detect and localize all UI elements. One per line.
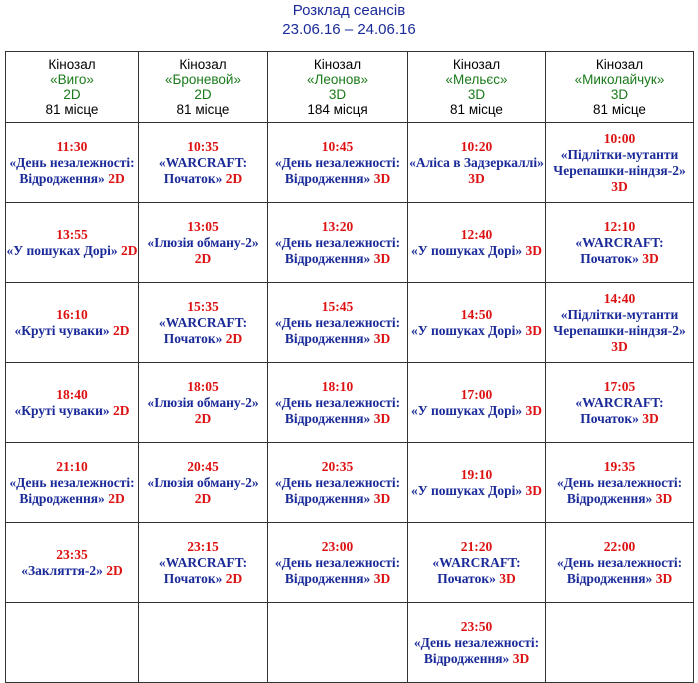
session-time: 23:35 — [56, 546, 88, 562]
session-format: 3D — [525, 482, 543, 498]
session-cell — [408, 203, 546, 283]
session-format: 3D — [525, 402, 543, 418]
session-time: 14:50 — [460, 306, 493, 322]
movie-title: «Круті чуваки» — [14, 402, 110, 418]
session-cell — [546, 203, 694, 283]
session-format: 2D — [106, 562, 123, 578]
hall-name: «Миколайчук» — [574, 72, 665, 87]
movie-title: «День незалежності: Відродження» — [274, 554, 401, 586]
movie-title: «День незалежності: Відродження» — [556, 474, 683, 506]
hall-name: «Мельєс» — [445, 72, 508, 87]
session-format: 2D — [194, 410, 212, 426]
hall-header — [546, 52, 694, 123]
hall-header — [6, 52, 139, 123]
session-cell — [546, 523, 694, 603]
session-format: 3D — [525, 242, 543, 258]
movie-title: «Підлітки-мутанти Черепашки-ніндзя-2» — [553, 146, 686, 178]
hall-seats: 81 місце — [450, 102, 503, 117]
movie-title: «День незалежності: Відродження» — [556, 554, 683, 586]
session-format: 2D — [108, 490, 125, 506]
session-cell — [139, 363, 268, 443]
empty-cell — [6, 603, 139, 683]
session-time: 10:35 — [187, 138, 219, 154]
session-format: 3D — [373, 490, 391, 506]
hall-format: 2D — [194, 87, 212, 102]
hall-format: 3D — [328, 87, 347, 102]
hall-name: «Виго» — [50, 72, 94, 87]
session-time: 18:10 — [321, 378, 354, 394]
movie-title: «День незалежності: Відродження» — [274, 234, 401, 266]
session-time: 14:40 — [603, 290, 636, 306]
session-cell — [408, 123, 546, 203]
session-time: 21:20 — [460, 538, 493, 554]
movie-title: «День незалежності: Відродження» — [274, 474, 401, 506]
session-cell — [268, 523, 408, 603]
session-cell — [6, 203, 139, 283]
movie-title: «WARCRAFT: Початок» — [575, 394, 664, 426]
session-cell — [139, 123, 268, 203]
empty-cell — [268, 603, 408, 683]
hall-label: Кінозал — [452, 57, 501, 72]
session-time: 13:20 — [321, 218, 354, 234]
session-cell — [268, 443, 408, 523]
session-format: 3D — [655, 490, 673, 506]
hall-header-row — [6, 52, 694, 123]
session-cell — [139, 283, 268, 363]
session-format: 3D — [373, 330, 391, 346]
session-format: 2D — [121, 242, 138, 258]
session-format: 2D — [112, 322, 130, 338]
session-time: 10:45 — [321, 138, 354, 154]
movie-title: «Ілюзія обману-2» — [147, 234, 259, 250]
movie-title: «День незалежності: Відродження» — [9, 154, 135, 186]
session-format: 2D — [194, 250, 212, 266]
session-time: 17:05 — [603, 378, 636, 394]
session-format: 3D — [499, 570, 516, 586]
session-time: 16:10 — [56, 306, 88, 322]
movie-title: «День незалежності: Відродження» — [274, 154, 401, 186]
session-format: 3D — [611, 338, 628, 354]
session-format: 3D — [512, 650, 530, 666]
session-format: 2D — [108, 170, 125, 186]
hall-seats: 184 місця — [307, 102, 368, 117]
session-time: 20:45 — [187, 458, 219, 474]
hall-seats: 81 місце — [176, 102, 230, 117]
session-time: 13:05 — [187, 218, 219, 234]
schedule-header — [0, 0, 698, 39]
session-time: 21:10 — [56, 458, 88, 474]
movie-title: «Круті чуваки» — [14, 322, 110, 338]
movie-title: «Закляття-2» — [21, 562, 103, 578]
session-format: 3D — [373, 570, 391, 586]
session-cell — [6, 443, 139, 523]
movie-title: «WARCRAFT: Початок» — [158, 154, 248, 186]
movie-title: «WARCRAFT: Початок» — [575, 234, 664, 266]
session-cell — [546, 363, 694, 443]
hall-label: Кінозал — [179, 57, 227, 72]
movie-title: «WARCRAFT: Початок» — [432, 554, 521, 586]
session-format: 2D — [225, 330, 243, 346]
session-cell — [546, 283, 694, 363]
session-row — [6, 123, 694, 203]
session-format: 3D — [525, 322, 543, 338]
movie-title: «Аліса в Задзеркаллі» — [409, 154, 544, 170]
session-time: 23:15 — [187, 538, 219, 554]
session-time: 18:40 — [56, 386, 88, 402]
session-time: 19:35 — [603, 458, 636, 474]
session-cell — [268, 123, 408, 203]
movie-title: «У пошуках Дорі» — [410, 242, 523, 258]
session-cell — [268, 203, 408, 283]
movie-title: «Підлітки-мутанти Черепашки-ніндзя-2» — [553, 306, 686, 338]
session-time: 23:50 — [460, 618, 493, 634]
session-time: 11:30 — [56, 138, 88, 154]
hall-format: 3D — [610, 87, 629, 102]
hall-header — [139, 52, 268, 123]
session-cell — [408, 603, 546, 683]
session-cell — [139, 203, 268, 283]
session-format: 3D — [611, 178, 628, 194]
session-cell — [408, 363, 546, 443]
session-time: 12:10 — [603, 218, 636, 234]
session-time: 13:55 — [56, 226, 88, 242]
session-row — [6, 443, 694, 523]
session-time: 10:20 — [460, 138, 493, 154]
session-format: 3D — [373, 410, 391, 426]
hall-seats: 81 місце — [593, 102, 646, 117]
session-format: 3D — [468, 170, 485, 186]
session-time: 12:40 — [460, 226, 493, 242]
session-cell — [139, 443, 268, 523]
session-format: 3D — [642, 410, 659, 426]
movie-title: «Ілюзія обману-2» — [147, 474, 259, 490]
hall-name: «Леонов» — [306, 72, 369, 87]
session-time: 20:35 — [321, 458, 354, 474]
session-time: 19:10 — [460, 466, 493, 482]
session-format: 3D — [373, 170, 391, 186]
movie-title: «У пошуках Дорі» — [410, 322, 523, 338]
session-row — [6, 523, 694, 603]
hall-label: Кінозал — [313, 57, 362, 72]
session-time: 18:05 — [187, 378, 219, 394]
session-format: 2D — [112, 402, 130, 418]
movie-title: «День незалежності: Відродження» — [9, 474, 135, 506]
session-format: 3D — [373, 250, 391, 266]
session-format: 2D — [225, 170, 243, 186]
movie-title: «День незалежності: Відродження» — [274, 394, 401, 426]
session-cell — [6, 523, 139, 603]
date-range: 23.06.16 – 24.06.16 — [282, 21, 416, 38]
session-cell — [6, 363, 139, 443]
movie-title: «День незалежності: Відродження» — [274, 314, 401, 346]
session-cell — [268, 363, 408, 443]
session-cell — [139, 523, 268, 603]
page-title: Розклад сеансів — [292, 2, 406, 19]
hall-label: Кінозал — [595, 57, 644, 72]
session-time: 17:00 — [460, 386, 493, 402]
session-format: 3D — [642, 250, 659, 266]
movie-title: «День незалежності: Відродження» — [413, 634, 540, 666]
session-format: 2D — [225, 570, 243, 586]
movie-title: «У пошуках Дорі» — [6, 242, 118, 258]
session-time: 10:00 — [603, 130, 636, 146]
session-cell — [408, 283, 546, 363]
movie-title: «У пошуках Дорі» — [410, 402, 523, 418]
hall-label: Кінозал — [48, 57, 96, 72]
session-cell — [6, 283, 139, 363]
session-time: 22:00 — [603, 538, 636, 554]
session-time: 23:00 — [321, 538, 354, 554]
session-row — [6, 203, 694, 283]
session-row — [6, 283, 694, 363]
hall-header — [268, 52, 408, 123]
schedule-body — [6, 123, 694, 683]
movie-title: «Ілюзія обману-2» — [147, 394, 259, 410]
session-row — [6, 603, 694, 683]
movie-title: «WARCRAFT: Початок» — [158, 554, 248, 586]
session-time: 15:35 — [187, 298, 219, 314]
empty-cell — [546, 603, 694, 683]
session-cell — [6, 123, 139, 203]
empty-cell — [139, 603, 268, 683]
session-format: 3D — [655, 570, 673, 586]
hall-header — [408, 52, 546, 123]
session-cell — [546, 123, 694, 203]
session-cell — [268, 283, 408, 363]
session-row — [6, 363, 694, 443]
session-cell — [408, 523, 546, 603]
movie-title: «WARCRAFT: Початок» — [158, 314, 248, 346]
hall-format: 3D — [467, 87, 486, 102]
movie-title: «У пошуках Дорі» — [410, 482, 523, 498]
schedule-table — [5, 51, 694, 683]
session-format: 2D — [194, 490, 212, 506]
hall-seats: 81 місце — [45, 102, 99, 117]
hall-format: 2D — [63, 87, 81, 102]
session-cell — [408, 443, 546, 523]
hall-name: «Броневой» — [165, 72, 241, 87]
session-time: 15:45 — [321, 298, 354, 314]
session-cell — [546, 443, 694, 523]
